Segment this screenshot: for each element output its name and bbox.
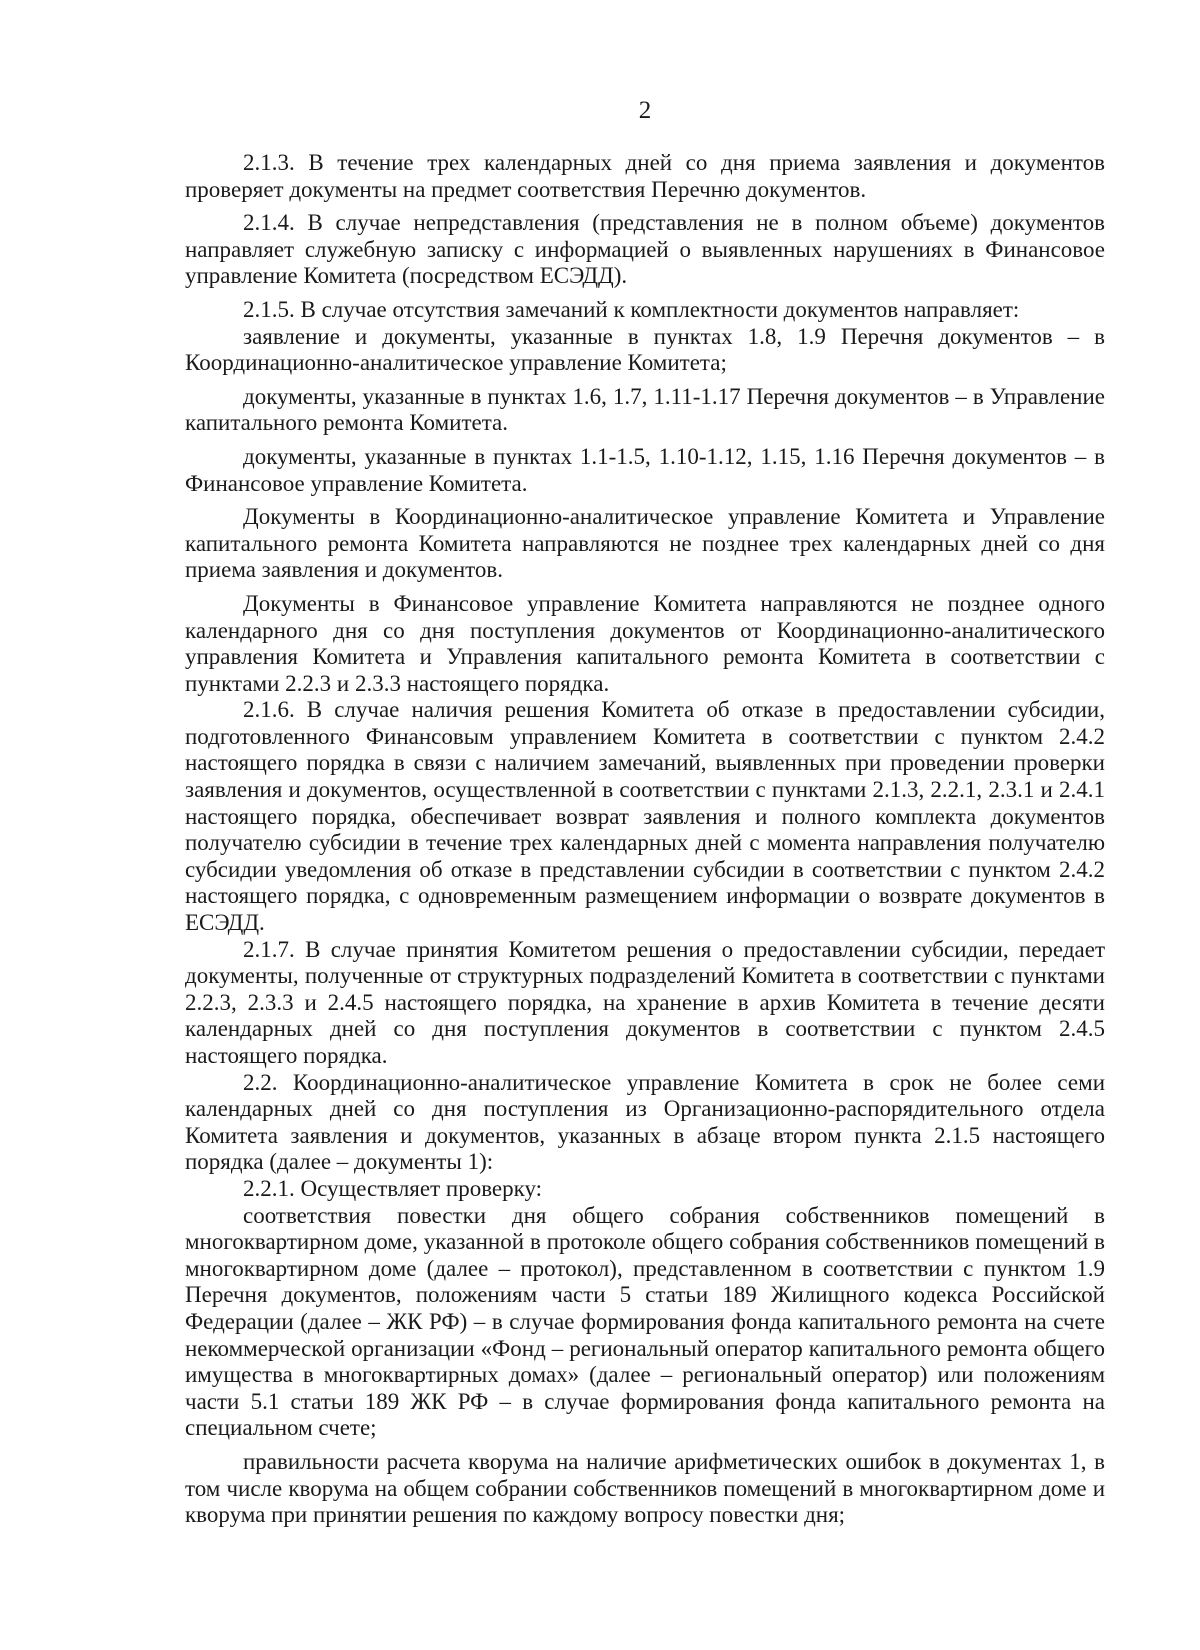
paragraph-2-2-1: 2.2.1. Осуществляет проверку: — [243, 1175, 543, 1201]
paragraph-2-2-1-item-1: соответствия повестки дня общего собрания собственников помещений в многоквартирном доме, указанной в протоколе общего собрания собственников помещений в многоквартирном доме (далее – протокол), представленном в соответствии с пунктом 1.9 Перечня документов, положениям части 5 статьи 189 Жилищного кодекса Российской Федерации (далее – ЖК РФ) – в случае формирования фонда капитального ремонта на счете некоммерческой организации «Фонд – региональный оператор капитального ремонта общего имущества в многоквартирных домах» (далее – региональный оператор) или положениям части 5.1 статьи 189 ЖК РФ – в случае формирования фонда капитального ремонта на специальном счете; — [185, 1202, 1105, 1441]
paragraph-2-1-5-item-3: документы, указанные в пунктах 1.1-1.5, 1.10-1.12, 1.15, 1.16 Перечня документов – в Финансовое управление Комитета. — [185, 443, 1105, 496]
paragraph-2-1-3: 2.1.3. В течение трех календарных дней со дня приема заявления и документов проверяет документы на предмет соответствия Перечню документов. — [185, 150, 1105, 202]
document-body — [185, 150, 1105, 1529]
paragraph-2-2: 2.2. Координационно-аналитическое управление Комитета в срок не более семи календарных дней со дня поступления из Организационно-распорядительного отдела Комитета заявления и документов, указанных в абзаце втором пункта 2.1.5 настоящего порядка (далее – документы 1): — [185, 1069, 1105, 1175]
paragraph-documents-finance: Документы в Финансовое управление Комитета направляются не позднее одного календарного дня со дня поступления документов от Координационно-аналитического управления Комитета и Управления капитального ремонта Комитета в соответствии с пунктами 2.2.3 и 2.3.3 настоящего порядка. — [185, 590, 1105, 696]
paragraph-2-1-4: 2.1.4. В случае непредставления (представления не в полном объеме) документов направляет служебную записку с информацией о выявленных нарушениях в Финансовое управление Комитета (посредством ЕСЭДД). — [185, 210, 1105, 289]
paragraph-documents-coordination: Документы в Координационно-аналитическое управление Комитета и Управление капитального ремонта Комитета направляются не позднее трех календарных дней со дня приема заявления и документов. — [185, 504, 1105, 583]
paragraph-2-2-1-item-2: правильности расчета кворума на наличие арифметических ошибок в документах 1, в том числе кворума на общем собрании собственников помещений в многоквартирном доме и кворума при принятии решения по каждому вопросу повестки дня; — [185, 1448, 1105, 1528]
paragraph-2-1-5: 2.1.5. В случае отсутствия замечаний к комплектности документов направляет: — [243, 296, 1020, 322]
paragraph-2-1-7: 2.1.7. В случае принятия Комитетом решения о предоставлении субсидии, передает документы, полученные от структурных подразделений Комитета в соответствии с пунктами 2.2.3, 2.3.3 и 2.4.5 настоящего порядка, на хранение в архив Комитета в течение десяти календарных дней со дня поступления документов в соответствии с пунктом 2.4.5 настоящего порядка. — [185, 936, 1105, 1068]
paragraph-2-1-6: 2.1.6. В случае наличия решения Комитета об отказе в предоставлении субсидии, подготовленного Финансовым управлением Комитета в соответствии с пунктом 2.4.2 настоящего порядка в связи с наличием замечаний, выявленных при проведении проверки заявления и документов, осуществленной в соответствии с пунктами 2.1.3, 2.2.1, 2.3.1 и 2.4.1 настоящего порядка, обеспечивает возврат заявления и полного комплекта документов получателю субсидии в течение трех календарных дней с момента направления получателю субсидии уведомления об отказе в представлении субсидии в соответствии с пунктом 2.4.2 настоящего порядка, с одновременным размещением информации о возврате документов в ЕСЭДД. — [185, 697, 1105, 936]
page-number: 2 — [638, 97, 652, 124]
paragraph-2-1-5-item-2: документы, указанные в пунктах 1.6, 1.7, 1.11-1.17 Перечня документов – в Управление капитального ремонта Комитета. — [185, 383, 1105, 436]
paragraph-2-1-5-item-1: заявление и документы, указанные в пунктах 1.8, 1.9 Перечня документов – в Координационно-аналитическое управление Комитета; — [185, 323, 1105, 376]
